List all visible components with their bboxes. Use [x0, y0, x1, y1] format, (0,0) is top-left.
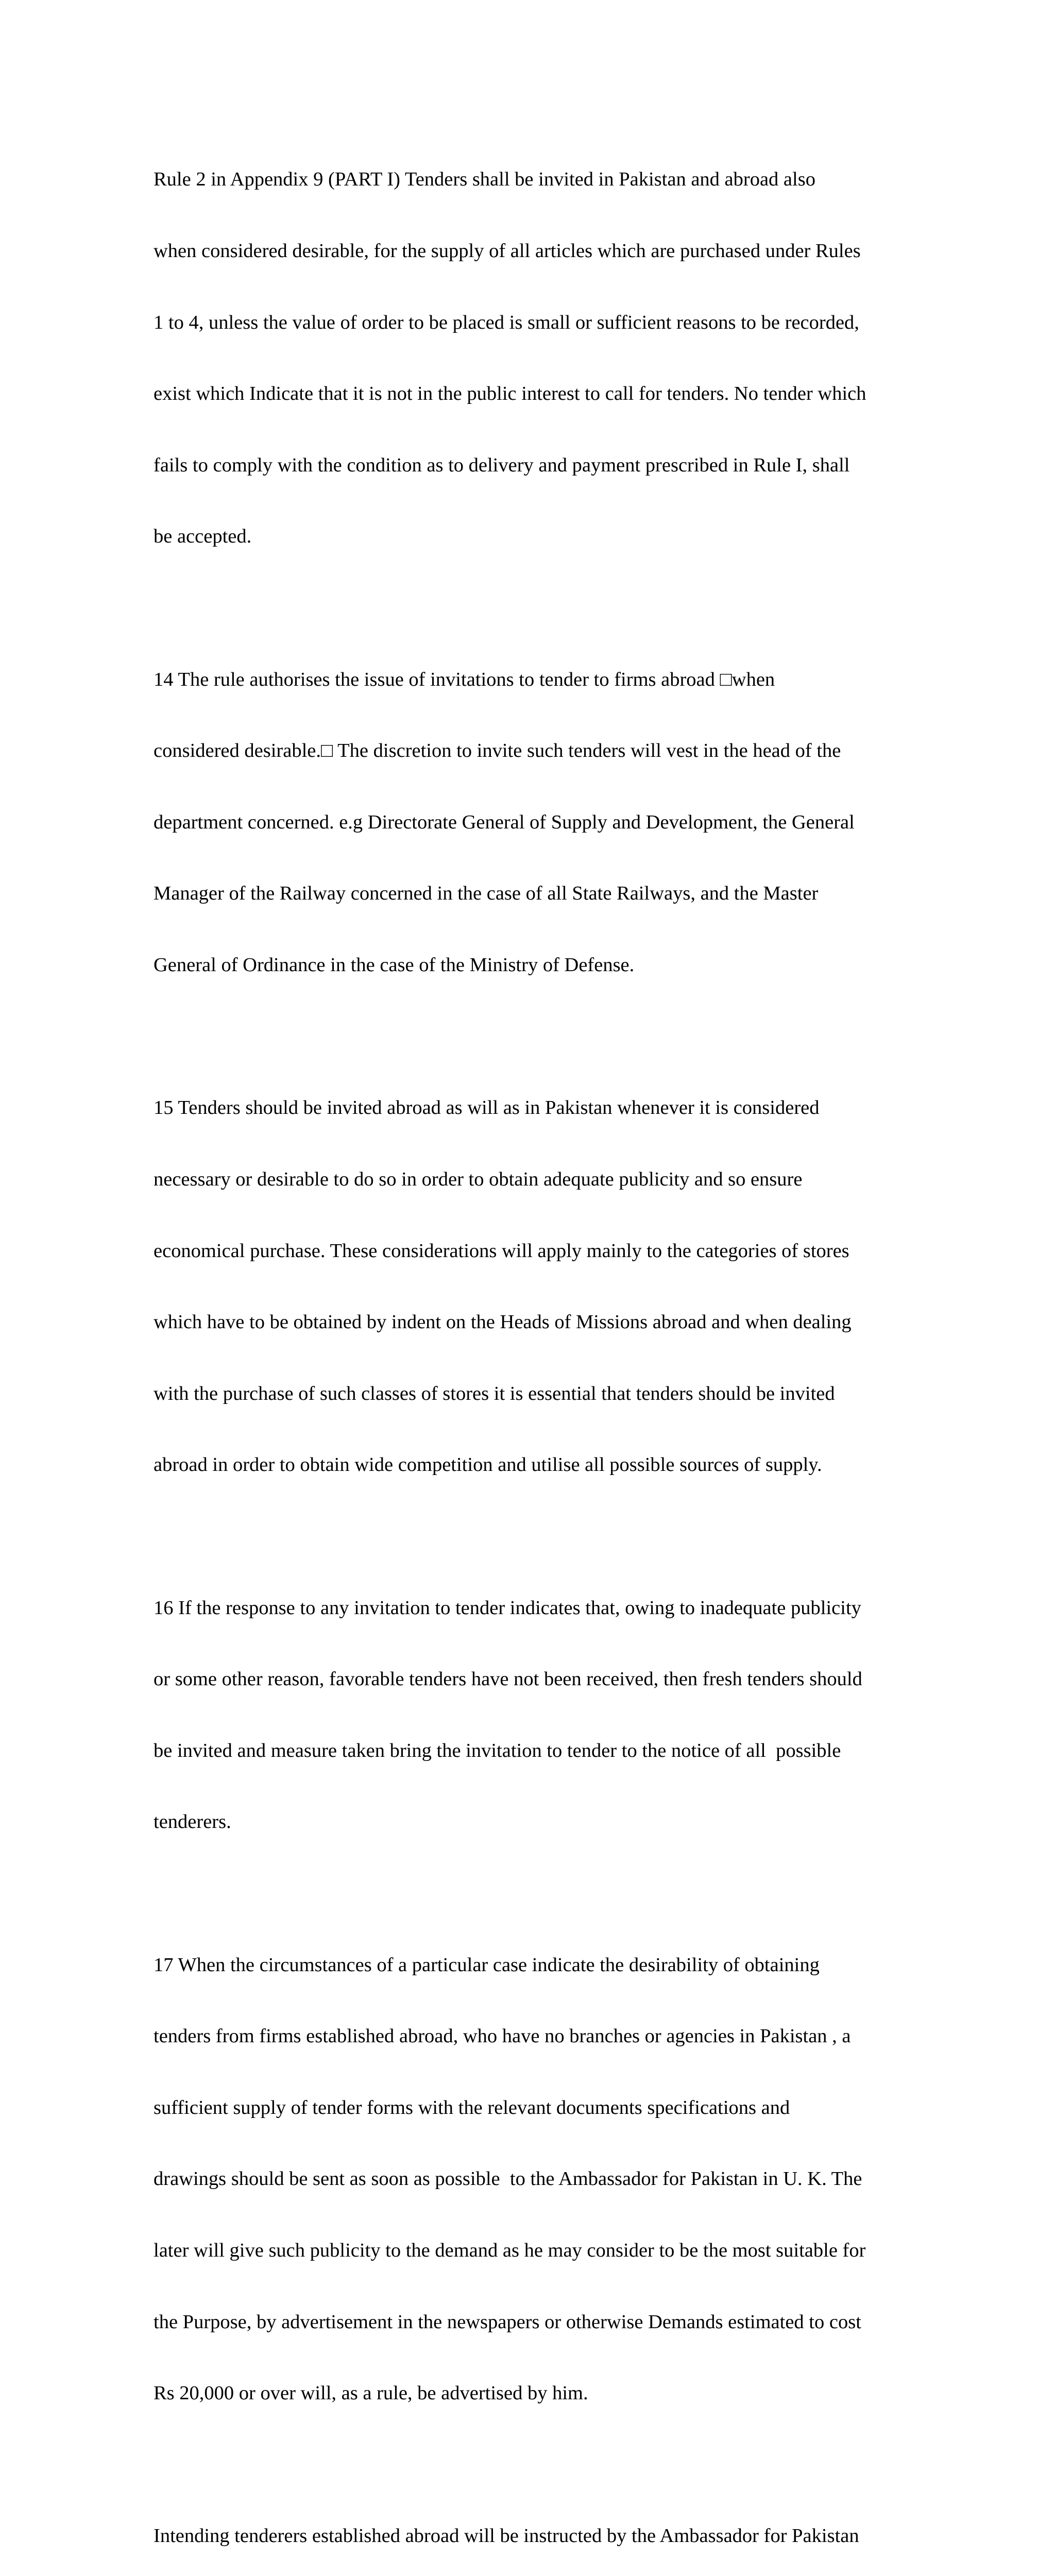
text-line: department concerned. e.g Directorate General of Supply and Development, the General [154, 811, 855, 833]
text-line: or some other reason, favorable tenders have not been received, then fresh tenders should [154, 1668, 862, 1690]
paragraph-intending-tenderers [154, 2477, 913, 2576]
text-line: economical purchase. These considerations will apply mainly to the categories of stores [154, 1240, 849, 1262]
paragraph-15 [154, 1048, 913, 1524]
text-line: tenders from firms established abroad, who have no branches or agencies in Pakistan , a [154, 2025, 851, 2047]
text-line: necessary or desirable to do so in order to obtain adequate publicity and so ensure [154, 1168, 803, 1190]
text-line: 14 The rule authorises the issue of invitations to tender to firms abroad □when [154, 668, 775, 690]
text-line: be invited and measure taken bring the invitation to tender to the notice of all possible [154, 1739, 841, 1761]
text-line: considered desirable.□ The discretion to invite such tenders will vest in the head of the [154, 740, 841, 762]
text-line: which have to be obtained by indent on the Heads of Missions abroad and when dealing [154, 1311, 852, 1333]
text-line: sufficient supply of tender forms with the relevant documents specifications and [154, 2096, 790, 2119]
text-line: later will give such publicity to the demand as he may consider to be the most suitable for [154, 2240, 866, 2262]
text-line: fails to comply with the condition as to delivery and payment prescribed in Rule I, shall [154, 454, 850, 476]
text-line: Intending tenderers established abroad will be instructed by the Ambassador for Pakistan [154, 2525, 859, 2547]
text-line: with the purchase of such classes of stores it is essential that tenders should be invited [154, 1382, 835, 1404]
text-line: Rule 2 in Appendix 9 (PART I) Tenders shall be invited in Pakistan and abroad also [154, 168, 815, 191]
text-line: Rs 20,000 or over will, as a rule, be advertised by him. [154, 2382, 588, 2404]
text-line: 16 If the response to any invitation to tender indicates that, owing to inadequate publicity [154, 1597, 861, 1619]
text-line: drawings should be sent as soon as possible to the Ambassador for Pakistan in U. K. The [154, 2168, 862, 2190]
text-line: 1 to 4, unless the value of order to be placed is small or sufficient reasons to be recorded, [154, 311, 859, 333]
text-line: abroad in order to obtain wide competition and utilise all possible sources of supply. [154, 1454, 822, 1476]
paragraph-17 [154, 1905, 913, 2453]
text-line: Manager of the Railway concerned in the case of all State Railways, and the Master [154, 883, 819, 905]
text-line: be accepted. [154, 526, 252, 548]
text-line: 17 When the circumstances of a particular case indicate the desirability of obtaining [154, 1954, 820, 1976]
paragraph-rule-2 [154, 120, 913, 596]
text-line: tenderers. [154, 1811, 231, 1833]
text-line: 15 Tenders should be invited abroad as will as in Pakistan whenever it is considered [154, 1097, 820, 1119]
text-line: General of Ordinance in the case of the Ministry of Defense. [154, 954, 635, 976]
text-line: the Purpose, by advertisement in the newspapers or otherwise Demands estimated to cost [154, 2311, 861, 2333]
text-line: when considered desirable, for the supply of all articles which are purchased under Rules [154, 240, 861, 262]
paragraph-14 [154, 620, 913, 1024]
paragraph-16 [154, 1548, 913, 1882]
document-page [154, 120, 913, 2576]
text-line: exist which Indicate that it is not in the public interest to call for tenders. No tender which [154, 383, 866, 405]
